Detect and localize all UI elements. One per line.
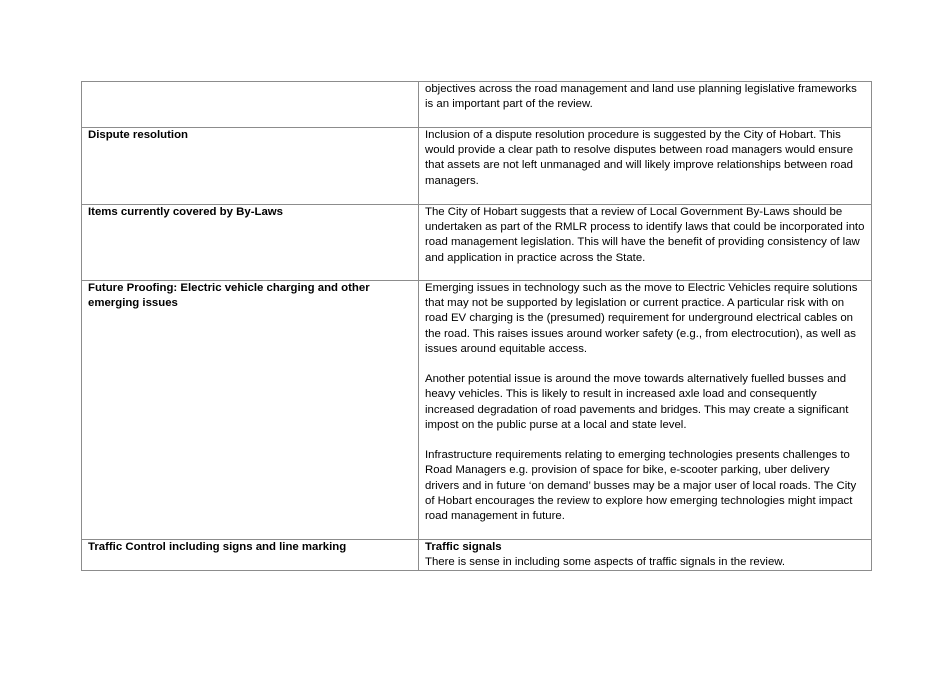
comment-subheading: Traffic signals: [425, 541, 502, 553]
table-row: [82, 540, 872, 571]
topic-cell: Traffic Control including signs and line marking: [82, 540, 419, 571]
topic-cell: Future Proofing: Electric vehicle charging and other emerging issues: [82, 281, 419, 540]
comment-cell: [419, 540, 872, 571]
topic-cell: Dispute resolution: [82, 128, 419, 205]
topic-cell: Items currently covered by By-Laws: [82, 205, 419, 281]
table-row: [82, 128, 872, 205]
comment-cell: [419, 281, 872, 540]
table-row: [82, 82, 872, 128]
topic-cell: [82, 82, 419, 128]
comment-cell: [419, 128, 872, 205]
table-row: [82, 281, 872, 540]
table-row: [82, 205, 872, 281]
comment-paragraph: Emerging issues in technology such as the move to Electric Vehicles require solutions that may not be supported by legislation or current practice. A particular risk with on road EV charging is the (presumed) requirement for underground electrical cables on the road. This raises issues around worker safety (e.g., from electrocution), as well as issues around equitable access.: [425, 282, 858, 355]
comment-cell: [419, 205, 872, 281]
comment-paragraph: There is sense in including some aspects of traffic signals in the review.: [425, 556, 786, 569]
comment-cell: [419, 82, 872, 128]
comment-paragraph: The City of Hobart suggests that a review of Local Government By-Laws should be undertaken as part of the RMLR process to identify laws that could be incorporated into road management legislation. This will have the benefit of providing consistency of law and application in practice across the State.: [425, 206, 865, 264]
comment-paragraph: Infrastructure requirements relating to emerging technologies presents challenges to Road Managers e.g. provision of space for bike, e-scooter parking, uber delivery drivers and in future ‘on demand’ busses may be a major user of local roads. The City of Hobart encourages the review to explore how emerging technologies might impact road management in future.: [425, 449, 857, 523]
comment-paragraph: objectives across the road management and land use planning legislative frameworks is an important part of the review.: [425, 83, 857, 111]
comment-paragraph: Inclusion of a dispute resolution procedure is suggested by the City of Hobart. This would provide a clear path to resolve disputes between road managers would ensure that assets are not left unmanaged and will likely improve relationships between road managers.: [425, 129, 854, 187]
review-table: [81, 81, 872, 571]
comment-paragraph: Another potential issue is around the move towards alternatively fuelled busses and heavy vehicles. This is likely to result in increased axle load and consequently increased degradation of road pavements and bridges. This may create a significant impost on the public purse at a local and state level.: [425, 373, 849, 431]
